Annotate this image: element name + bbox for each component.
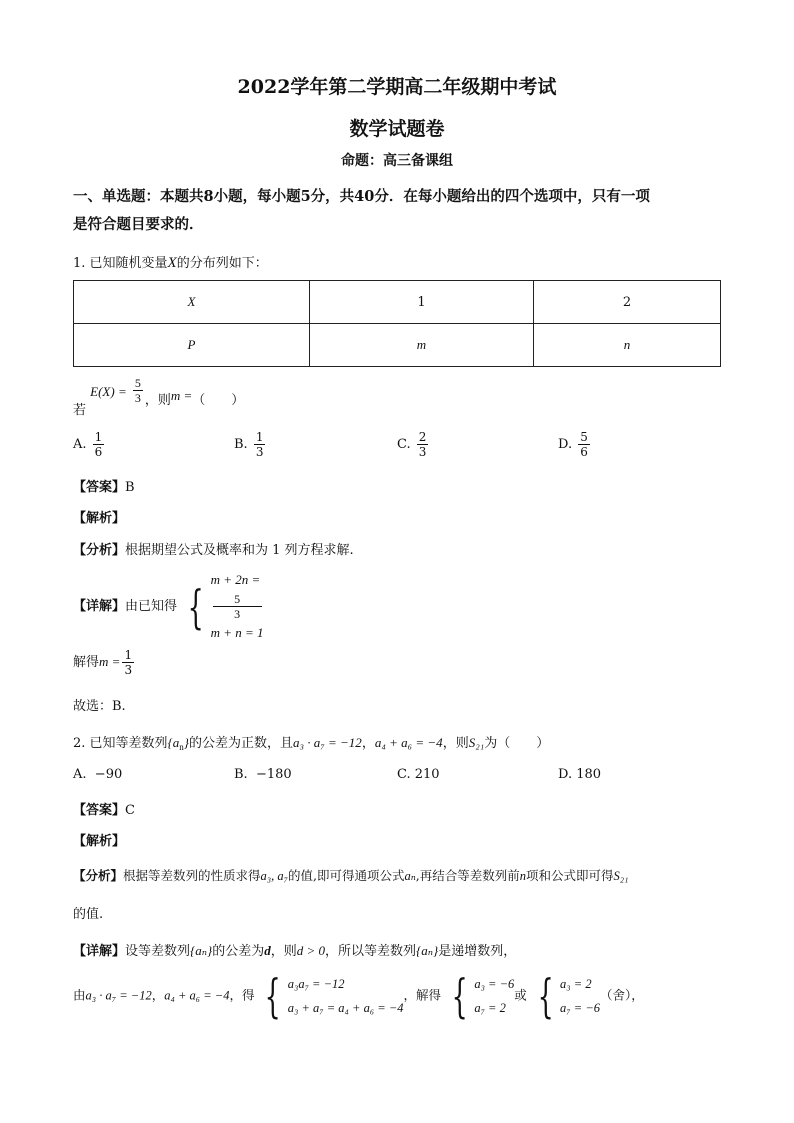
frac-den: 3 [213, 606, 262, 621]
q1-cond-post: （ ） [192, 393, 245, 408]
q1-stem [73, 252, 268, 272]
fenxi-text: 的值,即可得通项公式 [287, 868, 405, 883]
fenxi-text: 根据期望公式及概率和为 1 列方程求解. [125, 543, 354, 558]
detail-text: 设等差数列 [125, 944, 191, 959]
solve-var: m = [99, 654, 121, 669]
q2-derivation [73, 969, 644, 1023]
q1-option-b [234, 430, 267, 459]
q2-system-2 [474, 972, 514, 1020]
q2-option-b [234, 767, 292, 782]
answer-value: B [125, 480, 135, 495]
table-cell: 2 [534, 281, 721, 324]
frac-num: 1 [255, 430, 264, 444]
detail-text: 由已知得 [125, 599, 178, 614]
q1-stem-text-end: 的分布列如下： [176, 256, 268, 271]
equation-line: a₇ = 2 [474, 1001, 506, 1015]
option-fraction [93, 430, 105, 459]
q1-stem-var: X [167, 255, 177, 271]
q1-choose: 故选：B. [73, 699, 126, 714]
q2-stem-mid: 的公差为正数，且 [188, 736, 293, 751]
deriv-text: ，得 [229, 987, 255, 1003]
equation-line: a₃ = 2 [560, 977, 592, 991]
fenxi-tag: 【分析】 [73, 543, 126, 558]
q1-solution [73, 648, 136, 677]
left-brace-icon: { [187, 579, 204, 634]
q1-distribution-table [73, 280, 721, 367]
option-letter: B. [234, 767, 248, 782]
fenxi-text: ,再结合等差数列前 [415, 868, 520, 883]
exam-title: 2022学年第二学期高二年级期中考试 [237, 76, 557, 98]
frac-num: 5 [580, 430, 588, 444]
q2-stem-text: 2. 已知等差数列 [73, 736, 168, 751]
deriv-text: ， [151, 987, 165, 1003]
section-heading-line2: 是符合题目要求的． [73, 216, 204, 233]
equation-line: a₃ = −6 [474, 977, 515, 991]
deriv-text: 由 [73, 987, 86, 1003]
q1-condition [73, 376, 245, 418]
section-heading-line1: 一、单选题：本题共8小题，每小题5分，共40分．在每小题给出的四个选项中，只有一项 [73, 188, 650, 205]
q1-detail [73, 568, 264, 645]
table-cell: 1 [310, 281, 534, 324]
q2-option-a [73, 767, 122, 782]
detail-math: d [264, 943, 271, 958]
option-value: 210 [414, 767, 440, 782]
frac-den: 3 [255, 445, 264, 459]
detail-math: {aₙ} [416, 943, 439, 958]
q1-equation-system [211, 568, 264, 645]
q2-comma: ， [361, 736, 375, 751]
q2-fenxi [73, 866, 629, 884]
q2-system-3 [560, 972, 600, 1020]
equation-line: a₃a₇ = −12 [287, 977, 345, 991]
exam-subtitle: 数学试题卷 [349, 118, 445, 140]
exam-author: 命题：高三备课组 [341, 153, 453, 169]
q1-option-a [73, 430, 106, 459]
fenxi-math: aₙ [404, 869, 416, 883]
q2-seq-end: } [183, 735, 189, 750]
table-cell: n [534, 324, 721, 367]
frac-num: 1 [124, 648, 133, 662]
q2-option-d [558, 767, 601, 782]
eq1-lhs: m + 2n = [210, 572, 261, 587]
q1-cond-fraction [133, 376, 143, 405]
answer-tag: 【答案】 [73, 803, 126, 818]
option-fraction [578, 430, 590, 459]
frac-den: 3 [134, 391, 141, 405]
option-letter: A. [73, 437, 87, 452]
table-cell: P [74, 324, 310, 367]
frac-num: 2 [418, 430, 427, 444]
deriv-math: a₄ + a₆ = −4 [164, 988, 230, 1003]
frac-num: 5 [134, 376, 141, 390]
fenxi-math: n [519, 869, 527, 883]
q2-stem [73, 732, 549, 752]
equation-line: a₃ + a₇ = a₄ + a₆ = −4 [287, 1001, 404, 1015]
frac-den: 6 [94, 445, 103, 459]
fenxi-text: 项和公式即可得 [526, 868, 614, 883]
fenxi-math: S₂₁ [613, 869, 629, 883]
left-brace-icon: { [451, 969, 468, 1023]
option-value: 180 [576, 767, 602, 782]
table-row [74, 281, 721, 324]
q2-detail [73, 940, 516, 959]
frac-den: 6 [580, 445, 588, 459]
deriv-text: （舍）， [600, 987, 644, 1003]
q2-seq: {a [167, 735, 180, 750]
q1-cond-prefix: 若 [73, 403, 87, 418]
solve-fraction [122, 648, 134, 677]
equation-line [211, 568, 264, 621]
detail-tag: 【详解】 [73, 599, 126, 614]
detail-text: 是递增数列， [438, 944, 517, 959]
q2-cond1: a₃ · a₇ = −12 [292, 735, 362, 750]
detail-text: ，所以等差数列 [325, 944, 417, 959]
q2-fenxi-line2: 的值. [73, 907, 104, 922]
q1-fenxi [73, 539, 354, 558]
fenxi-math: a₃, a₇ [260, 869, 288, 883]
option-value: −180 [255, 767, 292, 782]
q2-seq-sub: n [179, 742, 184, 752]
deriv-math: a₃ · a₇ = −12 [85, 988, 152, 1003]
table-cell: X [74, 281, 310, 324]
q2-answer [73, 799, 135, 818]
table-row [74, 324, 721, 367]
option-letter: B. [234, 437, 248, 452]
q2-cond2: a₄ + a₆ = −4 [374, 735, 443, 750]
frac-den: 3 [124, 663, 133, 677]
deriv-text: ，解得 [403, 987, 442, 1003]
q2-stem-post: 为（ ） [484, 736, 550, 751]
solve-text: 解得 [73, 655, 100, 670]
fenxi-tag: 【分析】 [73, 868, 124, 883]
option-letter: A. [73, 767, 87, 782]
eq1-fraction [213, 592, 262, 621]
left-brace-icon: { [265, 969, 282, 1023]
option-value: −90 [94, 767, 123, 782]
q1-analysis-tag: 【解析】 [73, 511, 126, 526]
option-fraction [417, 430, 429, 459]
option-letter: C. [397, 437, 411, 452]
table-cell: m [310, 324, 534, 367]
option-letter: D. [558, 437, 573, 452]
q1-answer [73, 476, 135, 495]
answer-tag: 【答案】 [73, 480, 126, 495]
frac-num: 5 [234, 592, 241, 606]
q2-stem-mid2: ，则 [442, 736, 469, 751]
q2-analysis-tag: 【解析】 [73, 834, 126, 849]
frac-num: 1 [94, 430, 103, 444]
detail-text: ，则 [270, 944, 297, 959]
q1-stem-text: 1. 已知随机变量 [73, 256, 168, 271]
equation-line: m + n = 1 [210, 625, 264, 640]
q1-cond-mid: ，则 [144, 393, 171, 408]
q1-option-d [558, 430, 592, 459]
detail-math: {aₙ} [190, 943, 213, 958]
q1-cond-var: m = [170, 388, 193, 403]
detail-math: d > 0 [296, 943, 326, 958]
q2-s21: S₂₁ [468, 735, 485, 750]
detail-tag: 【详解】 [73, 944, 126, 959]
q1-option-c [397, 430, 430, 459]
option-letter: D. [558, 767, 573, 782]
option-letter: C. [397, 767, 411, 782]
q2-option-c [397, 767, 440, 782]
fenxi-text: 根据等差数列的性质求得 [123, 868, 261, 883]
q1-cond-expr: E(X) = [90, 384, 127, 399]
equation-line: a₇ = −6 [560, 1001, 601, 1015]
answer-value: C [125, 803, 135, 818]
q2-system-1 [288, 972, 404, 1020]
detail-text: 的公差为 [212, 944, 265, 959]
left-brace-icon: { [537, 969, 554, 1023]
deriv-text: 或 [514, 987, 527, 1003]
frac-den: 3 [418, 445, 427, 459]
option-fraction [254, 430, 266, 459]
